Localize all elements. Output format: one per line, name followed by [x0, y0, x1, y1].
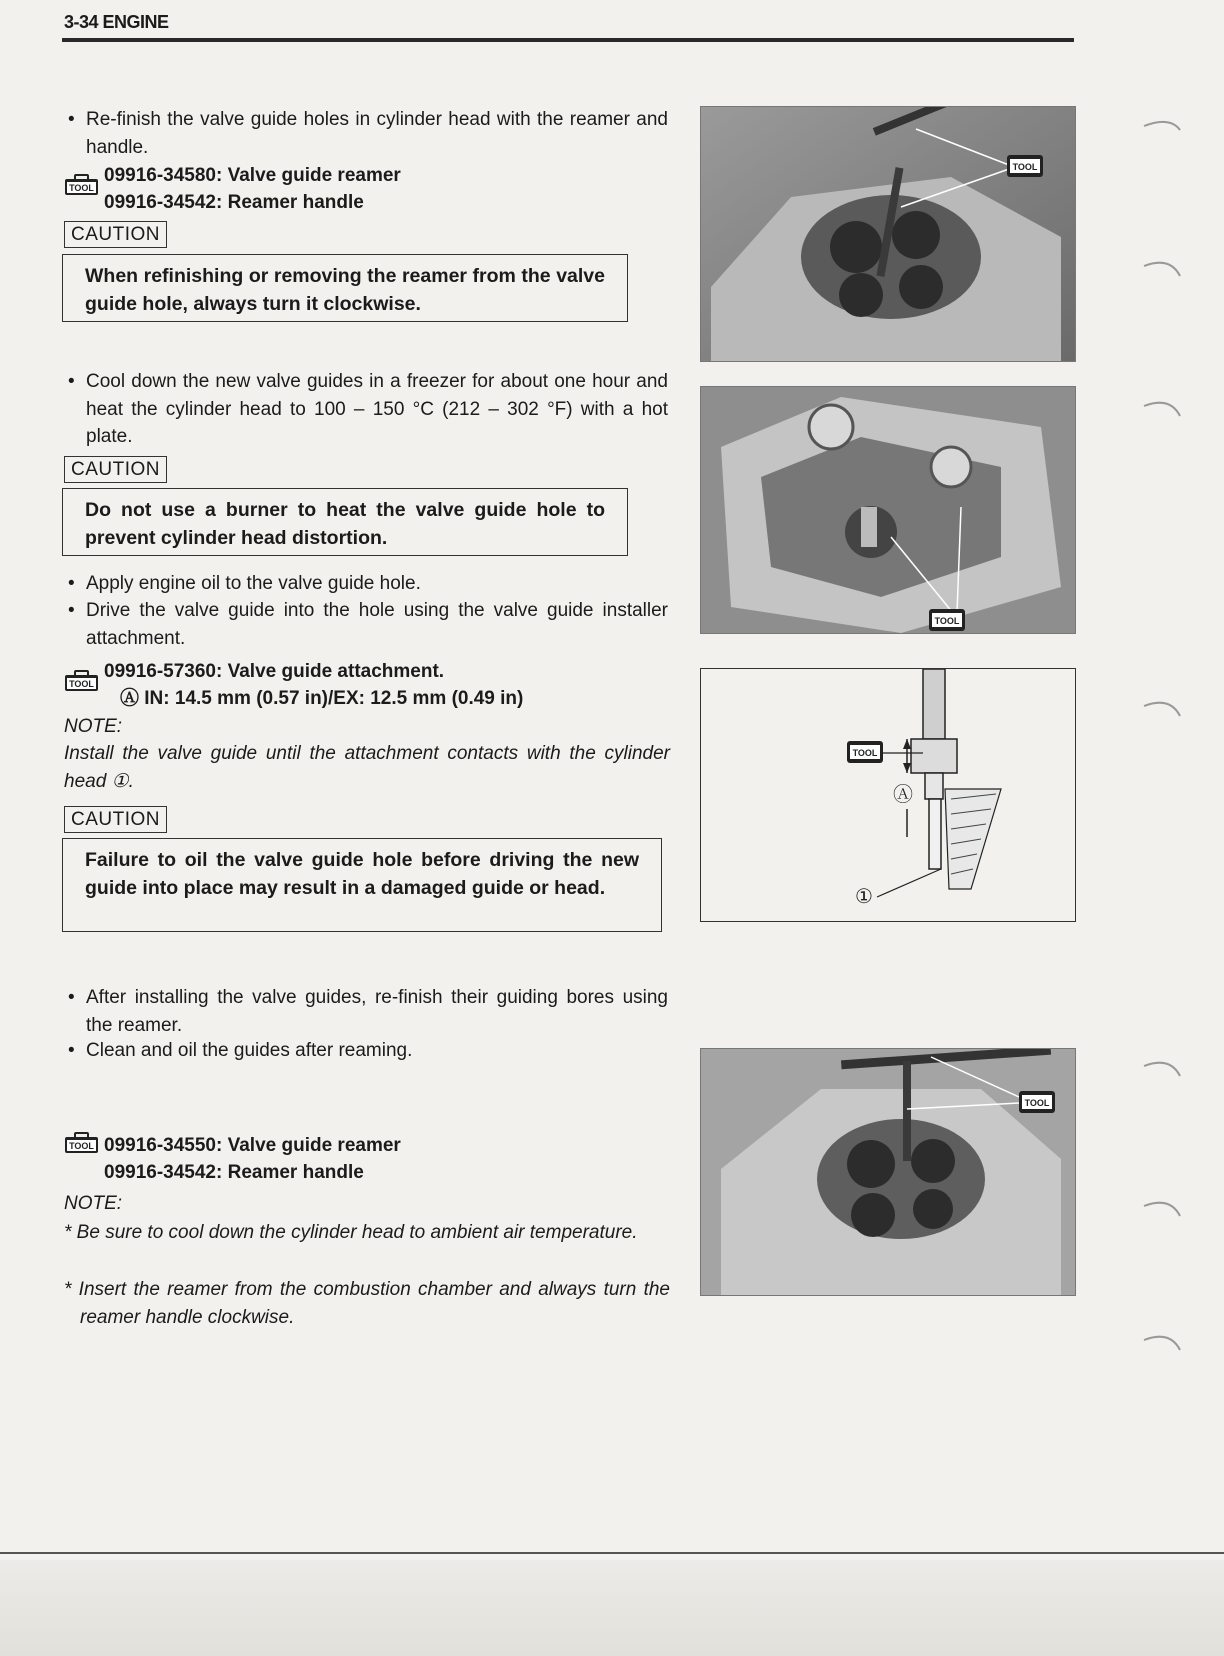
bullet-dot: • — [68, 987, 75, 1008]
bullet-dot: • — [68, 600, 75, 621]
photo-reaming-cylinder-head — [700, 106, 1076, 362]
svg-text:TOOL: TOOL — [852, 748, 878, 758]
note-text-1: Install the valve guide until the attachment contacts with the cylinder head ①. — [64, 743, 670, 792]
label-1: ① — [855, 886, 873, 908]
tool-size-line: Ⓐ IN: 14.5 mm (0.57 in)/EX: 12.5 mm (0.49 in) — [120, 688, 524, 709]
bullet-apply-oil: • Apply engine oil to the valve guide hole. — [68, 570, 668, 598]
tool-icon — [64, 1132, 99, 1154]
tool-badge-icon — [929, 609, 965, 631]
caution-label-2: CAUTION — [64, 456, 167, 483]
svg-text:TOOL: TOOL — [1012, 162, 1038, 172]
tool-icon — [64, 174, 99, 196]
tool-icon — [64, 670, 99, 692]
svg-text:TOOL: TOOL — [1024, 1098, 1050, 1108]
tool-attachment-line: 09916-57360: Valve guide attachment. — [104, 661, 445, 682]
photo-refinish-bores — [700, 1048, 1076, 1296]
bullet-dot: • — [68, 573, 75, 594]
bullet-dot: • — [68, 1040, 75, 1061]
bottom-page-shade — [0, 1560, 1224, 1656]
svg-text:TOOL: TOOL — [934, 616, 960, 626]
tool-reamer-line-2: 09916-34550: Valve guide reamer — [104, 1135, 401, 1156]
page-header: 3-34 ENGINE — [64, 12, 169, 32]
scan-margin-marks — [1140, 110, 1200, 1650]
bullet-refinish-bores: • After installing the valve guides, re-finish their guiding bores using the reamer. — [68, 984, 668, 1039]
header-rule — [62, 38, 1074, 42]
tool-handle-line: 09916-34542: Reamer handle — [104, 192, 364, 213]
bullet-cool-down: • Cool down the new valve guides in a freezer for about one hour and heat the cylinder head to 100 – 150 °C (212 – 302 °F) with a hot plate. — [68, 368, 668, 451]
bullet-drive-guide: • Drive the valve guide into the hole using the valve guide installer attachment. — [68, 597, 668, 652]
label-a: Ⓐ — [893, 784, 913, 806]
caution-box-2: Do not use a burner to heat the valve guide hole to prevent cylinder head distortion. — [62, 488, 628, 556]
caution-label-1: CAUTION — [64, 221, 167, 248]
note-title-2: NOTE: — [64, 1193, 123, 1214]
tool-badge-icon — [1007, 155, 1043, 177]
note-title-1: NOTE: — [64, 716, 123, 737]
svg-text:TOOL: TOOL — [69, 183, 94, 193]
photo-cylinder-head-guide — [700, 386, 1076, 634]
caution-box-1: When refinishing or removing the reamer from the valve guide hole, always turn it clockwise. — [62, 254, 628, 322]
note-item-2: * Insert the reamer from the combustion chamber and always turn the reamer handle clockwise. — [64, 1279, 670, 1328]
tool-badge-icon — [1019, 1091, 1055, 1113]
bullet-dot: • — [68, 109, 75, 130]
tool-badge-icon — [847, 741, 883, 763]
note-item-1: * Be sure to cool down the cylinder head to ambient air temperature. — [64, 1222, 638, 1243]
svg-text:TOOL: TOOL — [69, 679, 94, 689]
bullet-dot: • — [68, 371, 75, 392]
bottom-rule — [0, 1552, 1224, 1554]
caution-label-3: CAUTION — [64, 806, 167, 833]
tool-reamer-line: 09916-34580: Valve guide reamer — [104, 165, 401, 186]
bullet-refinish: • Re-finish the valve guide holes in cylinder head with the reamer and handle. — [68, 106, 668, 161]
diagram-valve-guide-attachment — [700, 668, 1076, 922]
tool-handle-line-2: 09916-34542: Reamer handle — [104, 1162, 364, 1183]
caution-box-3: Failure to oil the valve guide hole before driving the new guide into place may result in a damaged guide or head. — [62, 838, 662, 932]
svg-text:TOOL: TOOL — [69, 1141, 94, 1151]
bullet-clean-oil: • Clean and oil the guides after reaming. — [68, 1037, 668, 1065]
